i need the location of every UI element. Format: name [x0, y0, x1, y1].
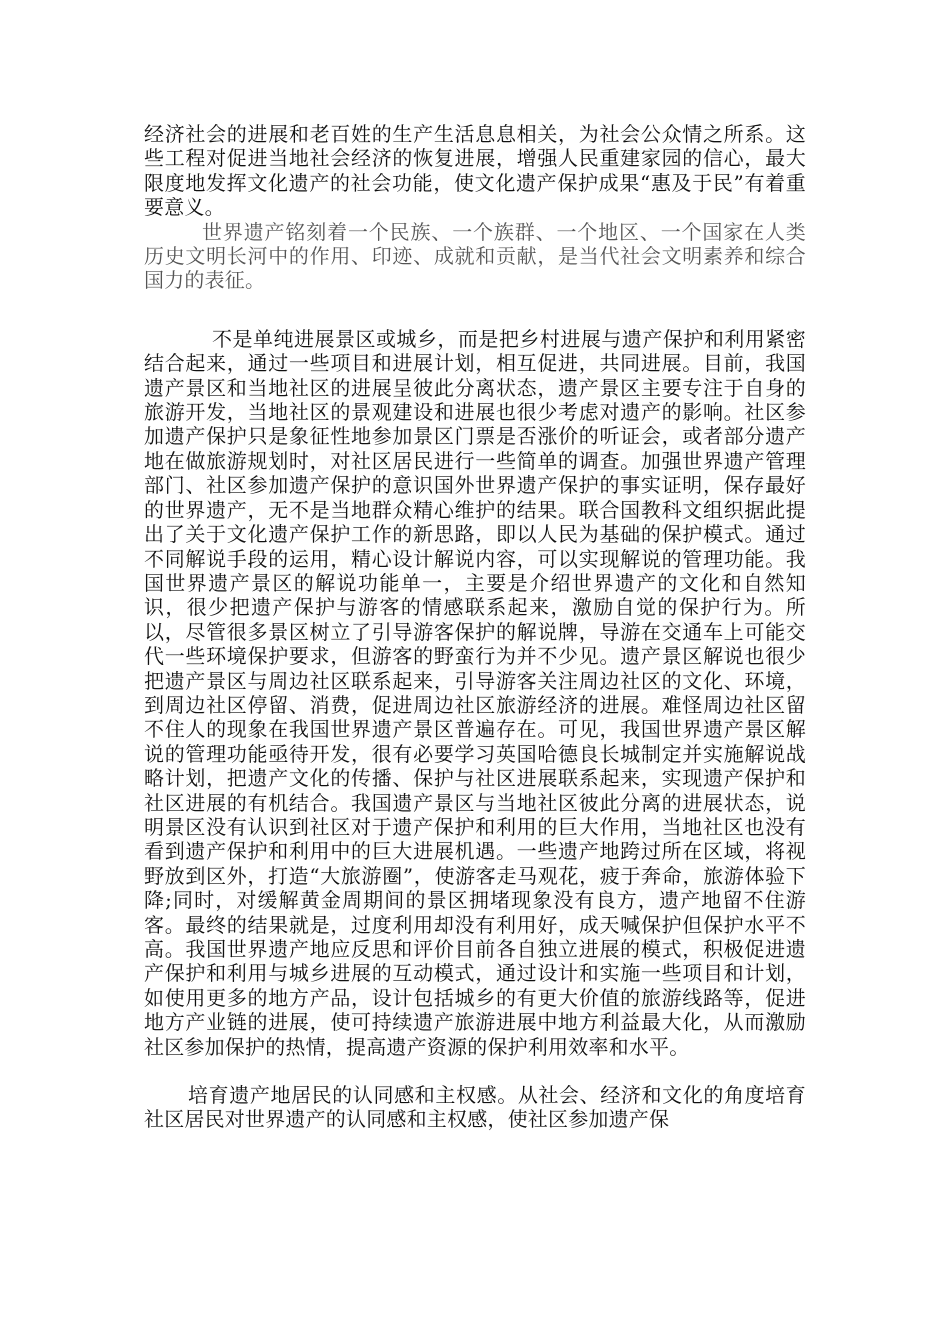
paragraph-4: 培育遗产地居民的认同感和主权感。从社会、经济和文化的角度培育社区居民对世界遗产的认同感和主权感，使社区参加遗产保 [144, 1083, 806, 1132]
paragraph-2: 世界遗产铭刻着一个民族、一个族群、一个地区、一个国家在人类历史文明长河中的作用、印迹、成就和贡献，是当代社会文明素养和综合国力的表征。 [144, 219, 806, 293]
paragraph-3: 不是单纯进展景区或城乡，而是把乡村进展与遗产保护和利用紧密结合起来，通过一些项目和进展计划，相互促进，共同进展。目前，我国遗产景区和当地社区的进展呈彼此分离状态，遗产景区主要专注于自身的旅游开发，当地社区的景观建设和进展也很少考虑对遗产的影响。社区参加遗产保护只是象征性地参加景区门票是否涨价的听证会，或者部分遗产地在做旅游规划时，对社区居民进行一些简单的调查。加强世界遗产管理部门、社区参加遗产保护的意识国外世界遗产保护的事实证明，保存最好的世界遗产，无不是当地群众精心维护的结果。联合国教科文组织据此提出了关于文化遗产保护工作的新思路，即以人民为基础的保护模式。通过不同解说手段的运用，精心设计解说内容，可以实现解说的管理功能。我国世界遗产景区的解说功能单一，主要是介绍世界遗产的文化和自然知识，很少把遗产保护与游客的情感联系起来，激励自觉的保护行为。所以，尽管很多景区树立了引导游客保护的解说牌，导游在交通车上可能交代一些环境保护要求，但游客的野蛮行为并不少见。遗产景区解说也很少把遗产景区与周边社区联系起来，引导游客关注周边社区的文化、环境，到周边社区停留、消费，促进周边社区旅游经济的进展。难怪周边社区留不住人的现象在我国世界遗产景区普遍存在。可见，我国世界遗产景区解说的管理功能亟待开发，很有必要学习英国哈德良长城制定并实施解说战略计划，把遗产文化的传播、保护与社区进展联系起来，实现遗产保护和社区进展的有机结合。我国遗产景区与当地社区彼此分离的进展状态，说明景区没有认识到社区对于遗产保护和利用的巨大作用，当地社区也没有看到遗产保护和利用中的巨大进展机遇。一些遗产地跨过所在区域，将视野放到区外，打造“大旅游圈”，使游客走马观花，疲于奔命，旅游体验下降;同时，对缓解黄金周期间的景区拥堵现象没有良方，遗产地留不住游客。最终的结果就是，过度利用却没有利用好，成天喊保护但保护水平不高。我国世界遗产地应反思和评价目前各自独立进展的模式，积极促进遗产保护和利用与城乡进展的互动模式，通过设计和实施一些项目和计划，如使用更多的地方产品，设计包括城乡的有更大价值的旅游线路等，促进地方产业链的进展，使可持续遗产旅游进展中地方利益最大化，从而激励社区参加保护的热情，提高遗产资源的保护利用效率和水平。 [144, 326, 806, 1059]
paragraph-1: 经济社会的进展和老百姓的生产生活息息相关，为社会公众情之所系。这些工程对促进当地社会经济的恢复进展，增强人民重建家园的信心，最大限度地发挥文化遗产的社会功能，使文化遗产保护成果“惠及于民”有着重要意义。 [144, 122, 806, 220]
document-page [144, 122, 806, 1132]
